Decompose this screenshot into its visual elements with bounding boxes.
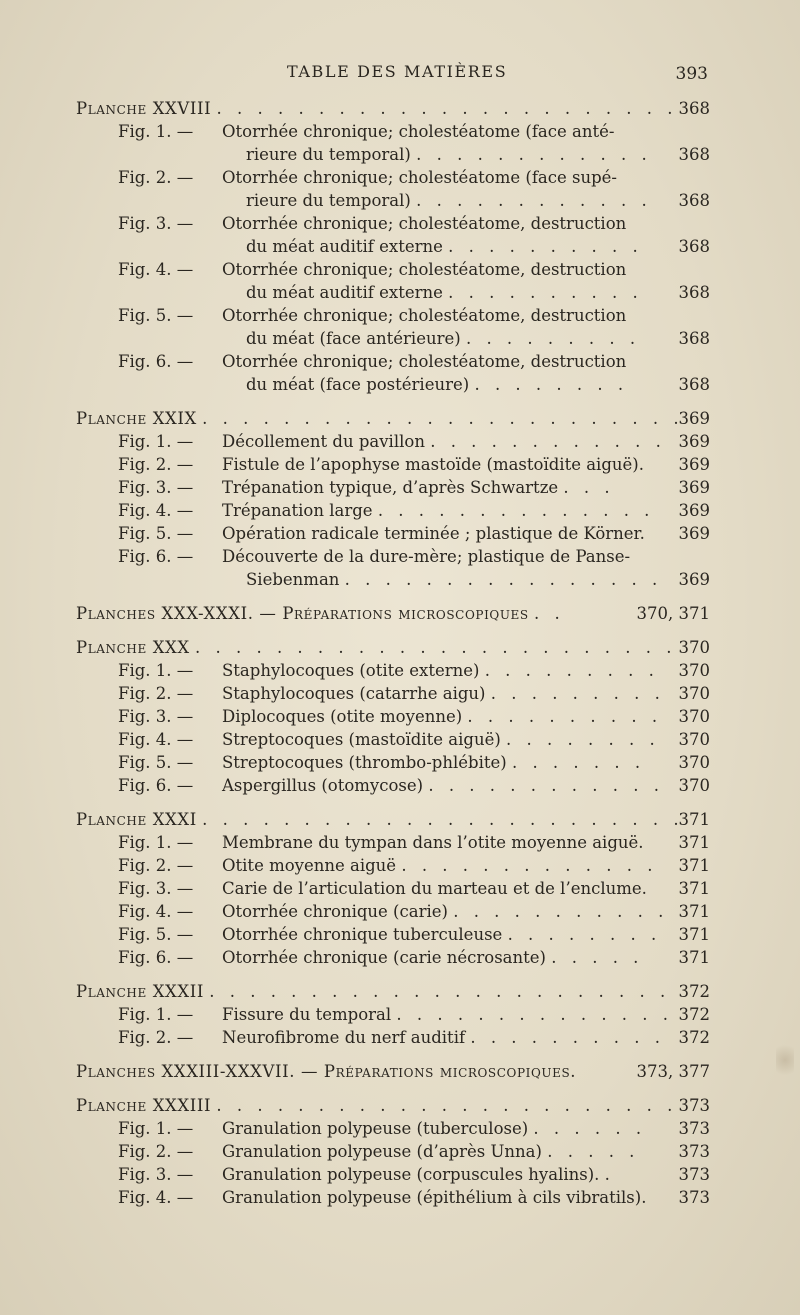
figure-label: Fig. 3. — <box>118 707 194 726</box>
page-reference: 372 <box>678 1005 710 1024</box>
figure-caption: Fissure du temporal <box>222 1005 392 1024</box>
toc-figure-entry <box>76 258 710 281</box>
figure-label: Fig. 3. — <box>118 214 194 233</box>
toc-figure-entry <box>76 831 710 854</box>
figure-caption: Granulation polypeuse (corpuscules hyalins). <box>222 1165 600 1184</box>
plate-title: Planche XXXI <box>76 810 197 829</box>
figure-caption: Otorrhée chronique; cholestéatome, destruction <box>222 214 627 233</box>
figure-caption: Neurofibrome du nerf auditif <box>222 1028 466 1047</box>
leader-dots: . . <box>534 604 565 623</box>
figure-caption: Otorrhée chronique (carie nécrosante) <box>222 948 546 967</box>
page-reference: 372 <box>678 1028 710 1047</box>
leader-dots: . . . . . . . . . . . . . . <box>377 501 655 520</box>
page-reference: 371 <box>678 856 710 875</box>
leader-dots: . . . <box>563 478 615 497</box>
leader-dots: . . . . . . . . . . . . . . . . . . . . . . . . <box>202 810 684 829</box>
toc-plate-heading <box>76 636 710 659</box>
figure-caption: Découverte de la dure-mère; plastique de Panse- <box>222 547 631 566</box>
toc-figure-entry <box>76 659 710 682</box>
figure-caption: Staphylocoques (catarrhe aigu) <box>222 684 486 703</box>
figure-caption: Otorrhée chronique; cholestéatome (face supé- <box>222 168 618 187</box>
leader-dots: . . . . . <box>551 948 644 967</box>
figure-label: Fig. 3. — <box>118 1165 194 1184</box>
page-reference: 373, 377 <box>636 1062 710 1081</box>
toc-entry-continuation <box>76 235 710 258</box>
page-reference: 368 <box>678 191 710 210</box>
toc-figure-entry <box>76 499 710 522</box>
figure-label: Fig. 2. — <box>118 856 194 875</box>
figure-caption: Diplocoques (otite moyenne) <box>222 707 463 726</box>
leader-dots: . . . . . . . . . . . . . . . . . . . . . . . . <box>202 409 684 428</box>
toc-figure-entry <box>76 751 710 774</box>
toc-figure-entry <box>76 1186 710 1209</box>
leader-dots: . . . . . . . . . . . . . . . . . . . . . . . <box>209 982 671 1001</box>
figure-label: Fig. 5. — <box>118 306 194 325</box>
figure-caption: du méat auditif externe <box>246 237 443 256</box>
page-reference: 371 <box>678 902 710 921</box>
figure-label: Fig. 4. — <box>118 501 194 520</box>
toc-figure-entry <box>76 1026 710 1049</box>
toc-figure-entry <box>76 453 710 476</box>
figure-label: Fig. 1. — <box>118 833 194 852</box>
toc-figure-entry <box>76 522 710 545</box>
leader-dots: . . . . . . . . . <box>484 661 659 680</box>
toc-plate-heading <box>76 980 710 1003</box>
toc-figure-entry <box>76 120 710 143</box>
figure-caption: Aspergillus (otomycose) <box>222 776 424 795</box>
toc-figure-entry <box>76 923 710 946</box>
page-reference: 370 <box>678 661 710 680</box>
figure-label: Fig. 4. — <box>118 1188 194 1207</box>
figure-label: Fig. 2. — <box>118 455 194 474</box>
toc-figure-entry <box>76 304 710 327</box>
page-reference: 368 <box>678 329 710 348</box>
paper-stain <box>776 1040 794 1080</box>
figure-caption: Otorrhée chronique (carie) <box>222 902 448 921</box>
toc-figure-entry <box>76 946 710 969</box>
figure-caption: Granulation polypeuse (d’après Unna) <box>222 1142 542 1161</box>
toc-figure-entry <box>76 728 710 751</box>
figure-label: Fig. 5. — <box>118 925 194 944</box>
figure-caption: Granulation polypeuse (tuberculose) <box>222 1119 529 1138</box>
page-reference: 371 <box>678 833 710 852</box>
figure-label: Fig. 4. — <box>118 730 194 749</box>
leader-dots: . . . . . . . . . . <box>467 707 663 726</box>
page-reference: 373 <box>678 1142 710 1161</box>
page-reference: 372 <box>678 982 710 1001</box>
figure-label: Fig. 1. — <box>118 122 194 141</box>
figure-label: Fig. 4. — <box>118 260 194 279</box>
toc-plate-heading <box>76 1094 710 1117</box>
page-reference: 373 <box>678 1096 710 1115</box>
page-reference: 369 <box>678 524 710 543</box>
figure-label: Fig. 6. — <box>118 776 194 795</box>
figure-caption: Otite moyenne aiguë <box>222 856 397 875</box>
page-reference: 371 <box>678 879 710 898</box>
page-reference: 370 <box>678 730 710 749</box>
page-reference: 373 <box>678 1165 710 1184</box>
leader-dots: . . . . . . . . . . . . . . . . . . . . . . . . <box>194 638 677 657</box>
page-reference: 369 <box>678 501 710 520</box>
figure-caption: Granulation polypeuse (épithélium à cils vibratils). <box>222 1188 647 1207</box>
page-reference: 369 <box>678 409 710 428</box>
toc-entry-continuation <box>76 189 710 212</box>
page-reference: 373 <box>678 1188 710 1207</box>
toc-figure-entry <box>76 877 710 900</box>
figure-caption: Otorrhée chronique; cholestéatome, destruction <box>222 306 627 325</box>
leader-dots: . . . . . . . . <box>506 730 660 749</box>
page-reference: 370, 371 <box>636 604 710 623</box>
figure-caption: Trépanation typique, d’après Schwartze <box>222 478 559 497</box>
page-reference: 369 <box>678 478 710 497</box>
toc-plate-heading <box>76 407 710 430</box>
leader-dots: . . . . . . . <box>511 753 646 772</box>
toc-figure-entry <box>76 900 710 923</box>
toc-figure-entry <box>76 476 710 499</box>
toc-plate-heading <box>76 97 710 120</box>
figure-label: Fig. 3. — <box>118 478 194 497</box>
page-reference: 368 <box>678 99 710 118</box>
page-number: 393 <box>675 64 708 84</box>
figure-caption: Membrane du tympan dans l’otite moyenne aiguë. <box>222 833 644 852</box>
toc-figure-entry <box>76 854 710 877</box>
figure-caption: Streptocoques (mastoïdite aiguë) <box>222 730 501 749</box>
figure-label: Fig. 1. — <box>118 1119 194 1138</box>
toc-entry-continuation <box>76 281 710 304</box>
toc-figure-entry <box>76 1003 710 1026</box>
toc-figure-entry <box>76 774 710 797</box>
figure-caption: Otorrhée chronique; cholestéatome, destruction <box>222 260 627 279</box>
figure-label: Fig. 4. — <box>118 902 194 921</box>
page-reference: 370 <box>678 638 710 657</box>
leader-dots: . . . . . . . . . . . . . . . . . . . . . . . <box>216 99 678 118</box>
leader-dots: . . . . . . <box>533 1119 647 1138</box>
figure-label: Fig. 2. — <box>118 168 194 187</box>
page-reference: 368 <box>678 283 710 302</box>
toc-plate-heading <box>76 602 710 625</box>
page-reference: 370 <box>678 707 710 726</box>
plate-title: Planche XXXII <box>76 982 204 1001</box>
toc-figure-entry <box>76 350 710 373</box>
toc-figure-entry <box>76 682 710 705</box>
leader-dots: . . . . . . . . . . . . <box>428 776 664 795</box>
leader-dots: . . . . . . . . . . . . . <box>401 856 658 875</box>
toc-entry-continuation <box>76 568 710 591</box>
figure-label: Fig. 2. — <box>118 1028 194 1047</box>
toc-figure-entry <box>76 545 710 568</box>
figure-label: Fig. 1. — <box>118 432 194 451</box>
page-reference: 370 <box>678 776 710 795</box>
leader-dots: . . . . . <box>547 1142 640 1161</box>
leader-dots: . . . . . . . . . . . . <box>430 432 666 451</box>
figure-label: Fig. 6. — <box>118 547 194 566</box>
leader-dots: . . . . . . . . . <box>490 684 665 703</box>
figure-caption: Fistule de l’apophyse mastoïde (mastoïdite aiguë). <box>222 455 644 474</box>
figure-caption: Streptocoques (thrombo-phlébite) <box>222 753 507 772</box>
page-reference: 369 <box>678 432 710 451</box>
plate-title: Planche XXIX <box>76 409 197 428</box>
figure-caption: du méat (face postérieure) <box>246 375 470 394</box>
figure-caption: rieure du temporal) <box>246 191 411 210</box>
leader-dots: . . . . . . . . . . . . <box>416 191 652 210</box>
figure-caption: Otorrhée chronique; cholestéatome (face anté- <box>222 122 615 141</box>
figure-caption: Staphylocoques (otite externe) <box>222 661 480 680</box>
leader-dots: . . . . . . . . <box>474 375 629 394</box>
plate-title: Planche XXX <box>76 638 190 657</box>
page-header <box>0 62 800 92</box>
page-reference: 368 <box>678 237 710 256</box>
figure-label: Fig. 5. — <box>118 524 194 543</box>
page-reference: 373 <box>678 1119 710 1138</box>
page-reference: 369 <box>678 570 710 589</box>
figure-label: Fig. 3. — <box>118 879 194 898</box>
leader-dots: . . . . . . . . . . . . <box>416 145 652 164</box>
figure-label: Fig. 2. — <box>118 684 194 703</box>
page-reference: 368 <box>678 145 710 164</box>
leader-dots: . <box>604 1165 615 1184</box>
page-reference: 368 <box>678 375 710 394</box>
figure-caption: Carie de l’articulation du marteau et de l’enclume. <box>222 879 647 898</box>
toc-figure-entry <box>76 705 710 728</box>
leader-dots: . . . . . . . . . . <box>470 1028 665 1047</box>
figure-caption: Trépanation large <box>222 501 373 520</box>
figure-caption: Décollement du pavillon <box>222 432 425 451</box>
plate-title: Planche XXVIII <box>76 99 212 118</box>
plate-title: Planche XXXIII <box>76 1096 212 1115</box>
toc-plate-heading <box>76 1060 710 1083</box>
figure-label: Fig. 6. — <box>118 948 194 967</box>
page-reference: 371 <box>678 810 710 829</box>
toc-figure-entry <box>76 1163 710 1186</box>
leader-dots: . . . . . . . . . . . . . . . . . . . . . . . <box>216 1096 678 1115</box>
toc-figure-entry <box>76 1117 710 1140</box>
figure-caption: du méat auditif externe <box>246 283 443 302</box>
leader-dots: . . . . . . . . . . . . . . . . <box>344 570 663 589</box>
leader-dots: . . . . . . . . . . . <box>453 902 669 921</box>
toc-figure-entry <box>76 430 710 453</box>
figure-caption: Otorrhée chronique; cholestéatome, destruction <box>222 352 627 371</box>
figure-caption: Siebenman <box>246 570 340 589</box>
toc-entry-continuation <box>76 327 710 350</box>
toc-entry-continuation <box>76 143 710 166</box>
figure-label: Fig. 6. — <box>118 352 194 371</box>
page-reference: 369 <box>678 455 710 474</box>
figure-label: Fig. 2. — <box>118 1142 194 1161</box>
figure-caption: rieure du temporal) <box>246 145 411 164</box>
figure-label: Fig. 1. — <box>118 661 194 680</box>
page-reference: 370 <box>678 684 710 703</box>
figure-label: Fig. 1. — <box>118 1005 194 1024</box>
page-reference: 371 <box>678 925 710 944</box>
toc-figure-entry <box>76 1140 710 1163</box>
leader-dots: . . . . . . . . . . <box>448 283 643 302</box>
figure-label: Fig. 5. — <box>118 753 194 772</box>
plate-title: Planches XXX-XXXI. — Préparations microscopiques <box>76 604 529 623</box>
toc-entry-continuation <box>76 373 710 396</box>
toc-plate-heading <box>76 808 710 831</box>
toc-figure-entry <box>76 212 710 235</box>
figure-caption: Otorrhée chronique tuberculeuse <box>222 925 503 944</box>
page-reference: 370 <box>678 753 710 772</box>
figure-caption: Opération radicale terminée ; plastique de Körner. <box>222 524 645 543</box>
leader-dots: . . . . . . . . . . . . . . <box>396 1005 674 1024</box>
toc-figure-entry <box>76 166 710 189</box>
leader-dots: . . . . . . . . . . <box>448 237 643 256</box>
leader-dots: . . . . . . . . <box>507 925 662 944</box>
running-title: TABLE DES MATIÈRES <box>287 62 508 81</box>
figure-caption: du méat (face antérieure) <box>246 329 461 348</box>
plate-title: Planches XXXIII-XXXVII. — Préparations microscopiques. <box>76 1062 577 1081</box>
page-reference: 371 <box>678 948 710 967</box>
leader-dots: . . . . . . . . . <box>465 329 641 348</box>
table-of-contents <box>76 97 710 1209</box>
